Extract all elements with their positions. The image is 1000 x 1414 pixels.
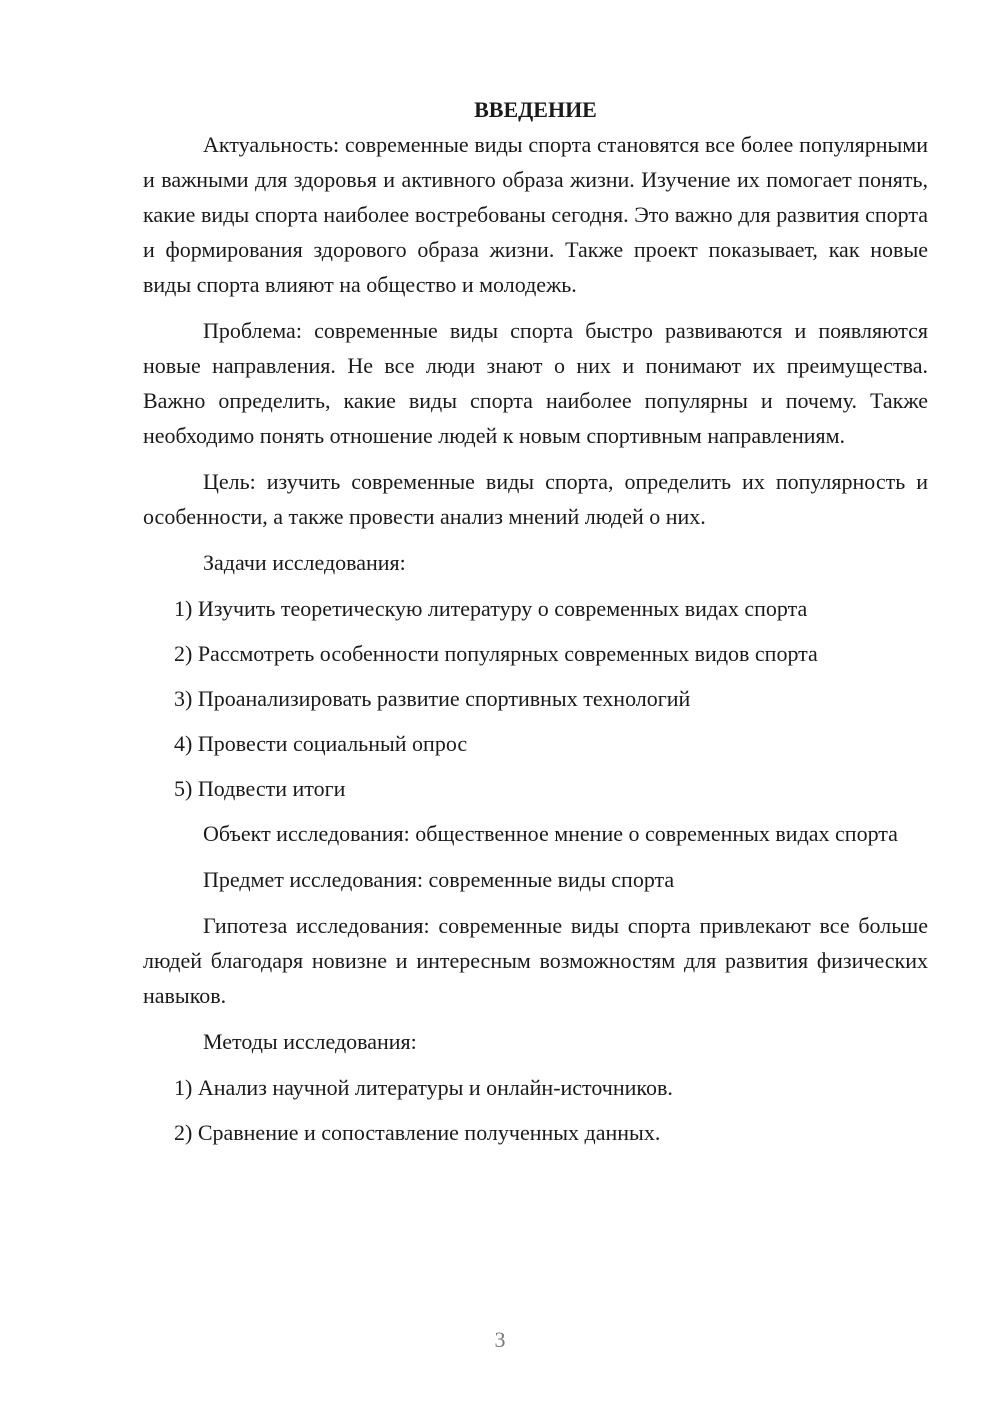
relevance-paragraph: Актуальность: современные виды спорта становятся все более популярными и важными для здоровья и активного образа жизни. Изучение их помогает понять, какие виды спорта наиболее востребованы сегодня. Это важно для развития спорта и формирования здорового образа жизни. Также проект показывает, как новые виды спорта влияют на общество и молодежь.: [143, 132, 928, 297]
task-item-2: 2) Рассмотреть особенности популярных современных видов спорта: [174, 641, 818, 666]
task-item-5: 5) Подвести итоги: [174, 776, 346, 801]
page-title: ВВЕДЕНИЕ: [474, 97, 597, 122]
methods-heading: Методы исследования:: [203, 1029, 417, 1054]
task-item-4: 4) Провести социальный опрос: [174, 731, 468, 756]
task-item-3: 3) Проанализировать развитие спортивных технологий: [174, 686, 691, 711]
problem-paragraph: Проблема: современные виды спорта быстро развиваются и появляются новые направления. Не все люди знают о них и понимают их преимущества. Важно определить, какие виды спорта наиболее популярны и почему. Также необходимо понять отношение людей к новым спортивным направлениям.: [143, 318, 928, 448]
method-item-2: 2) Сравнение и сопоставление полученных данных.: [174, 1120, 661, 1145]
object-paragraph: Объект исследования: общественное мнение о современных видах спорта: [203, 821, 898, 846]
page-number: 3: [494, 1327, 506, 1352]
subject-paragraph: Предмет исследования: современные виды спорта: [203, 867, 675, 892]
tasks-heading: Задачи исследования:: [203, 550, 406, 575]
goal-paragraph: Цель: изучить современные виды спорта, определить их популярность и особенности, а также провести анализ мнений людей о них.: [143, 469, 928, 529]
document-page: [143, 92, 928, 1160]
method-item-1: 1) Анализ научной литературы и онлайн-источников.: [174, 1075, 673, 1100]
task-item-1: 1) Изучить теоретическую литературу о современных видах спорта: [174, 596, 808, 621]
hypothesis-paragraph: Гипотеза исследования: современные виды спорта привлекают все больше людей благодаря новизне и интересным возможностям для развития физических навыков.: [143, 913, 928, 1008]
